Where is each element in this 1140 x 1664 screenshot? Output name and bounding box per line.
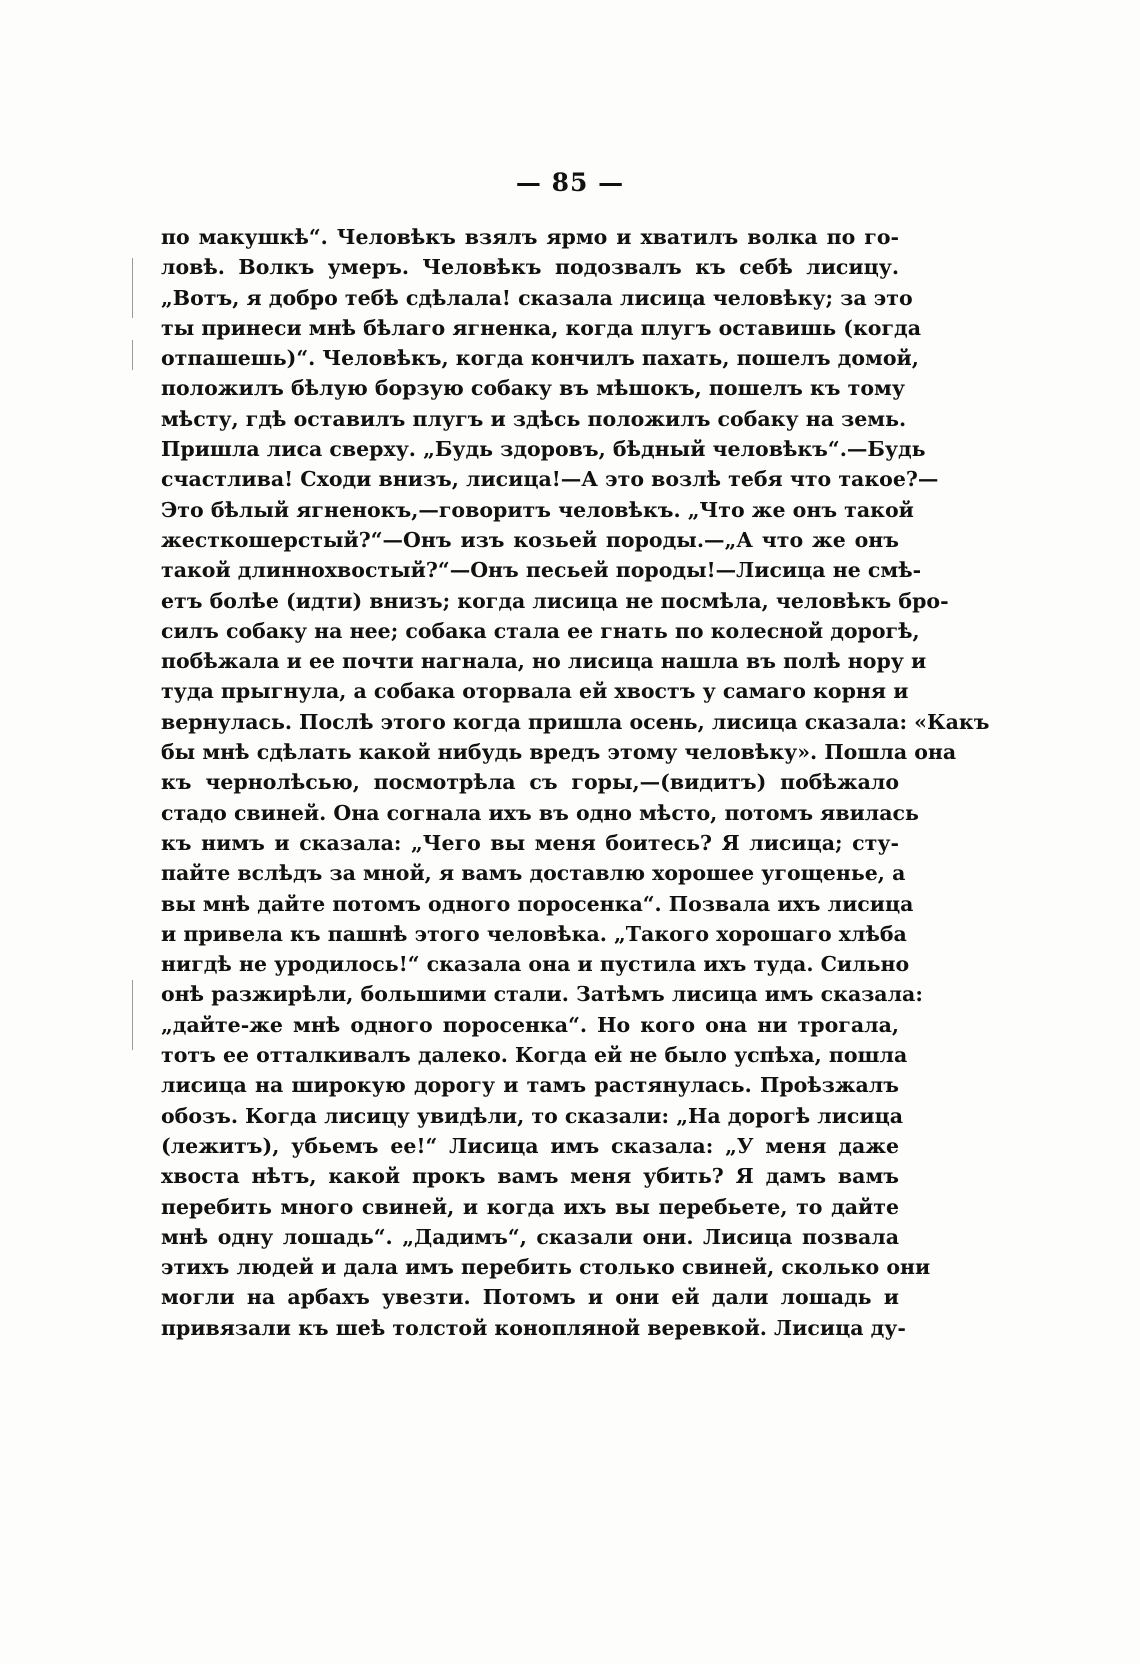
text-line: по макушкѣ“. Человѣкъ взялъ ярмо и хватилъ волка по го- (161, 225, 899, 249)
text-line: обозъ. Когда лисицу увидѣли, то сказали: „На дорогѣ лисица (161, 1103, 904, 1128)
text-line: отпашешь)“. Человѣкъ, когда кончилъ пахать, пошелъ домой, (161, 346, 919, 371)
page-number: — 85 — (515, 168, 625, 197)
text-line: привязали къ шеѣ толстой конопляной веревкой. Лисица ду- (161, 1315, 906, 1340)
text-line: Пришла лиса сверху. „Будь здоровъ, бѣдный человѣкъ“.—Будь (161, 437, 926, 462)
text-line: тотъ ее отталкивалъ далеко. Когда ей не было успѣха, пошла (161, 1043, 908, 1068)
text-line: „дайте-же мнѣ одного поросенка“. Но кого она ни трогала, (161, 1012, 899, 1037)
text-line: бы мнѣ сдѣлать какой нибудь вредъ этому человѣку». Пошла она (161, 740, 957, 765)
margin-mark (132, 340, 133, 370)
text-line: счастлива! Сходи внизъ, лисица!—А это возлѣ тебя что такое?— (161, 467, 939, 492)
text-line: этихъ людей и дала имъ перебить столько свиней, сколько они (161, 1255, 931, 1280)
text-line: нигдѣ не уродилось!“ сказала она и пустила ихъ туда. Сильно (161, 952, 910, 977)
text-line: вы мнѣ дайте потомъ одного поросенка“. Позвала ихъ лисица (161, 891, 914, 916)
text-line: етъ болѣе (идти) внизъ; когда лисица не посмѣла, человѣкъ бро- (161, 588, 949, 613)
text-line: мѣсту, гдѣ оставилъ плугъ и здѣсь положилъ собаку на земь. (161, 406, 907, 431)
text-line: побѣжала и ее почти нагнала, но лисица нашла въ полѣ нору и (161, 649, 927, 674)
text-line: Это бѣлый ягненокъ,—говоритъ человѣкъ. „Что же онъ такой (161, 497, 914, 522)
text-line: вернулась. Послѣ этого когда пришла осень, лисица сказала: «Какъ (161, 709, 990, 734)
margin-mark (132, 980, 133, 1050)
margin-mark (132, 258, 133, 318)
body-text (161, 222, 990, 1343)
text-line: лисица на широкую дорогу и тамъ растянулась. Проѣзжалъ (161, 1073, 899, 1098)
text-line: стадо свиней. Она согнала ихъ въ одно мѣсто, потомъ явилась (161, 800, 919, 825)
text-line: пайте вслѣдъ за мной, я вамъ доставлю хорошее угощенье, а (161, 861, 906, 886)
text-line: перебить много свиней, и когда ихъ вы перебьете, то дайте (161, 1194, 899, 1219)
text-line: къ чернолѣсью, посмотрѣла съ горы,—(видитъ) побѣжало (161, 770, 899, 795)
text-line: такой длиннохвостый?“—Онъ песьей породы!—Лисица не смѣ- (161, 558, 922, 583)
text-line: силъ собаку на нее; собака стала ее гнать по колесной дорогѣ, (161, 618, 920, 643)
text-line: онѣ разжирѣли, большими стали. Затѣмъ лисица имъ сказала: (161, 982, 923, 1007)
text-line: „Вотъ, я добро тебѣ сдѣлала! сказала лисица человѣку; за это (161, 285, 913, 310)
text-line: и привела къ пашнѣ этого человѣка. „Такого хорошаго хлѣба (161, 921, 907, 946)
text-line: ты принеси мнѣ бѣлаго ягненка, когда плугъ оставишь (когда (161, 315, 921, 340)
text-line: туда прыгнула, а собака оторвала ей хвостъ у самаго корня и (161, 679, 909, 704)
text-line: хвоста нѣтъ, какой прокъ вамъ меня убить? Я дамъ вамъ (161, 1164, 899, 1189)
text-line: (лежитъ), убьемъ ее!“ Лисица имъ сказала: „У меня даже (161, 1133, 899, 1158)
text-line: положилъ бѣлую борзую собаку въ мѣшокъ, пошелъ къ тому (161, 376, 905, 401)
text-line: ловѣ. Волкъ умеръ. Человѣкъ подозвалъ къ себѣ лисицу. (161, 255, 899, 280)
text-line: могли на арбахъ увезти. Потомъ и они ей дали лошадь и (161, 1285, 899, 1310)
text-line: мнѣ одну лошадь“. „Дадимъ“, сказали они. Лисица позвала (161, 1224, 899, 1249)
text-line: къ нимъ и сказала: „Чего вы меня боитесь? Я лисица; сту- (161, 830, 899, 855)
text-line: жесткошерстый?“—Онъ изъ козьей породы.—„А что же онъ (161, 527, 899, 552)
